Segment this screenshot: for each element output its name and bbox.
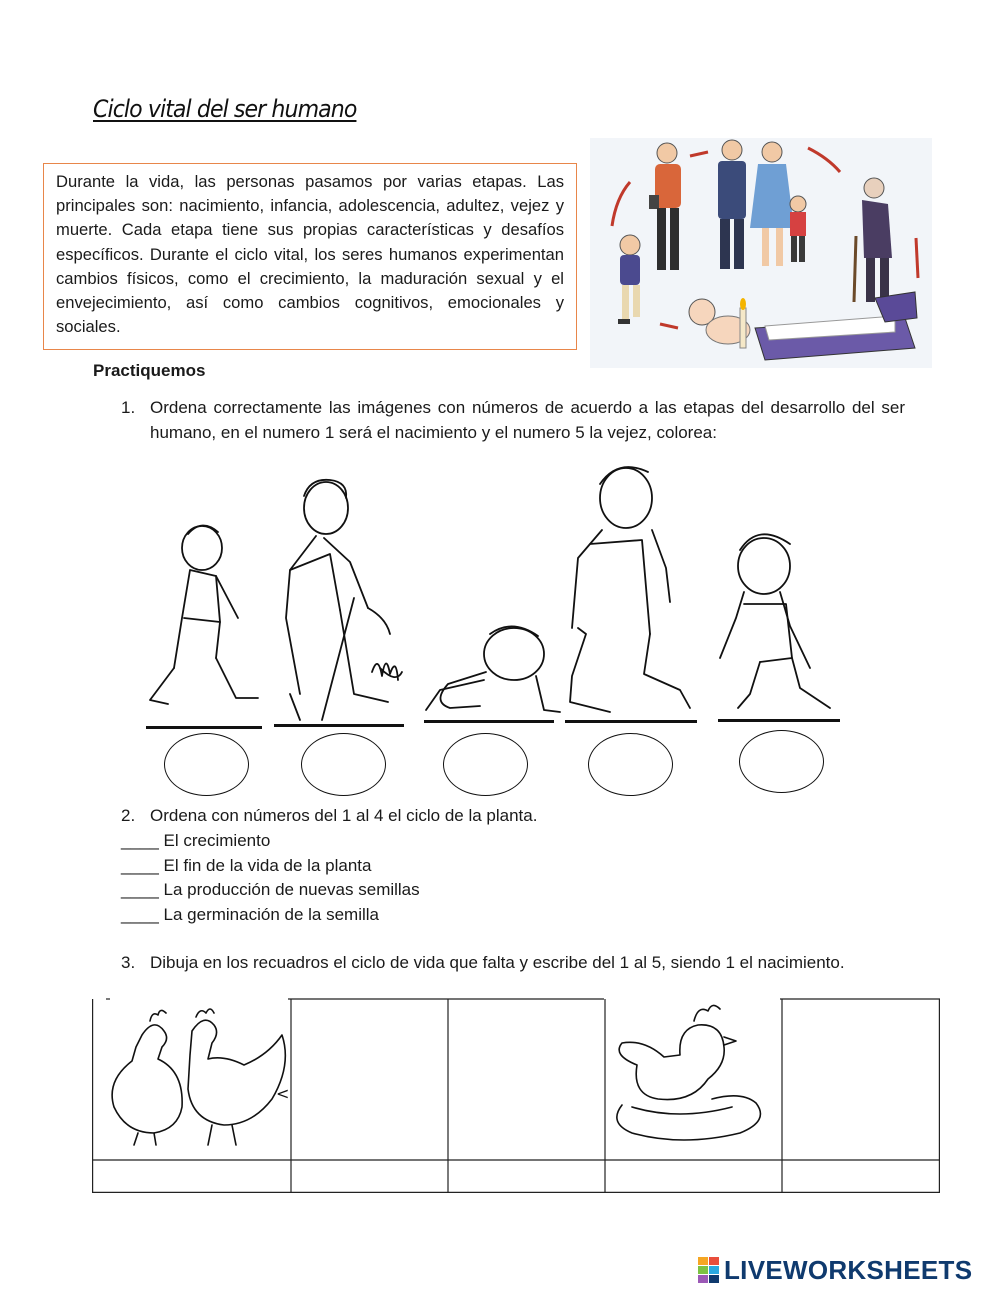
- question-2: [121, 804, 905, 829]
- hen-and-rooster-figure: [112, 1009, 285, 1145]
- answer-line: [146, 726, 262, 729]
- nesting-hen-figure: [617, 1005, 761, 1140]
- plant-cycle-item[interactable]: ____ La producción de nuevas semillas: [121, 880, 420, 899]
- question-3: [121, 951, 905, 976]
- question-text: Ordena correctamente las imágenes con números de acuerdo a las etapas del desarrollo del ser humano, en el numero 1 será el nacimiento y el numero 5 la vejez, colorea:: [150, 398, 905, 442]
- answer-line: [274, 724, 404, 727]
- answer-line: [565, 720, 697, 723]
- happy-boy-figure: [720, 534, 830, 708]
- question-1: [121, 396, 905, 445]
- candle-icon: [740, 308, 746, 348]
- question-number: 1.: [121, 398, 136, 417]
- elderly-man-figure: [286, 480, 402, 720]
- page-title: Ciclo vital del ser humano: [93, 95, 357, 123]
- plant-cycle-item[interactable]: ____ La germinación de la semilla: [121, 904, 379, 924]
- brand-footer: [698, 1254, 972, 1286]
- intro-text: Durante la vida, las personas pasamos por varias etapas. Las principales son: nacimiento, infancia, adolescencia, adultez, vejez y muerte. Cada etapa tiene sus propias características y desafíos específicos. Durante el ciclo vital, los seres humanos experimentan cambios físicos, como el crecimiento, la maduración sexual y el envejecimiento, así como cambios cognitivos, emocionales y sociales.: [56, 172, 564, 337]
- question-text: Ordena con números del 1 al 4 el ciclo de la planta.: [150, 806, 538, 825]
- life-cycle-illustration: [590, 138, 932, 368]
- human-stages-figures: [140, 458, 860, 728]
- question-number: 2.: [121, 806, 136, 825]
- answer-circle-4[interactable]: [588, 733, 673, 796]
- brand-name: LIVEWORKSHEETS: [724, 1254, 973, 1285]
- margin-mark: <: [276, 1084, 290, 1103]
- practice-heading: Practiquemos: [93, 361, 206, 380]
- question-text: Dibuja en los recuadros el ciclo de vida que falta y escribe del 1 al 5, siendo 1 el nacimiento.: [150, 953, 845, 972]
- question-number: 3.: [121, 953, 136, 972]
- answer-line: [424, 720, 554, 723]
- walking-boy-figure: [150, 525, 258, 704]
- answer-circle-5[interactable]: [739, 730, 824, 793]
- answer-circle-1[interactable]: [164, 733, 249, 796]
- answer-circle-2[interactable]: [301, 733, 386, 796]
- crawling-baby-figure: [426, 626, 560, 712]
- answer-line: [718, 719, 840, 722]
- answer-circle-3[interactable]: [443, 733, 528, 796]
- adult-man-figure: [570, 467, 690, 712]
- plant-cycle-item[interactable]: ____ El crecimiento: [121, 831, 271, 850]
- plant-cycle-item[interactable]: ____ El fin de la vida de la planta: [121, 855, 372, 875]
- chicken-cycle-grid: [92, 995, 942, 1195]
- intro-box: [43, 163, 577, 350]
- liveworksheets-logo-icon: [698, 1257, 720, 1283]
- plant-cycle-list: [121, 829, 420, 927]
